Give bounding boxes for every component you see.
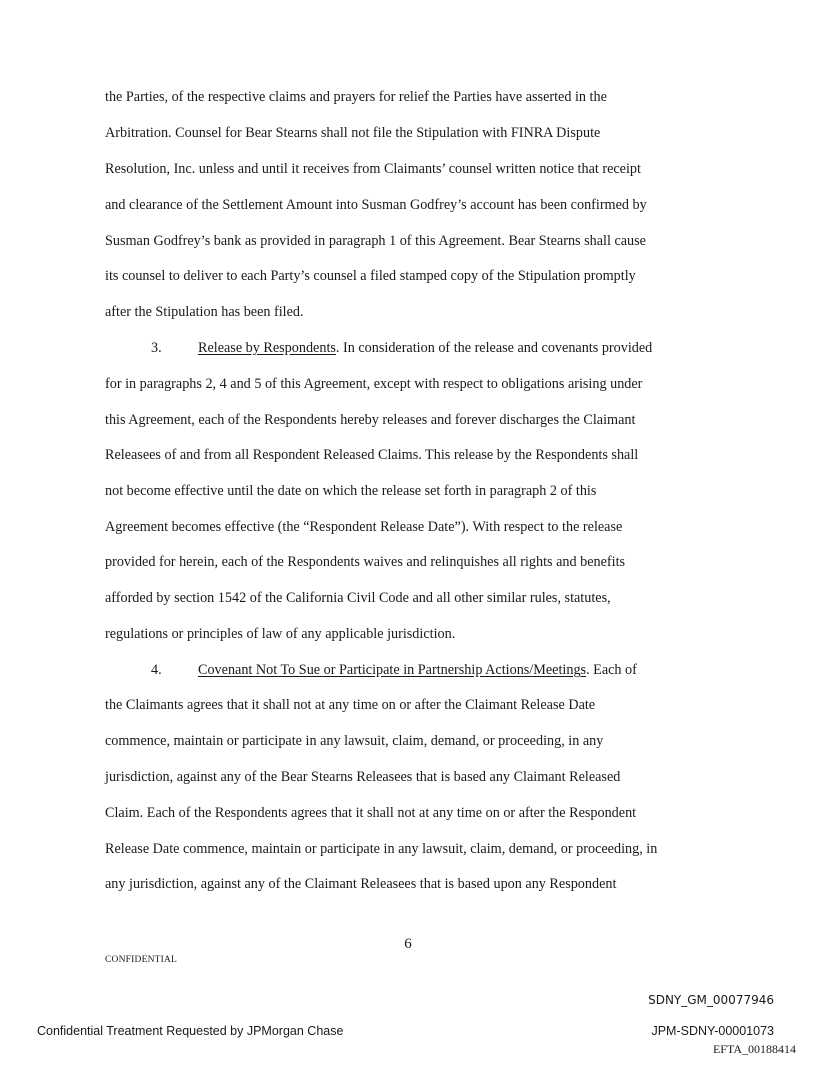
body-line: Susman Godfrey’s bank as provided in paragraph 1 of this Agreement. Bear Stearns shall cause bbox=[105, 233, 646, 249]
body-line: the Claimants agrees that it shall not at any time on or after the Claimant Release Date bbox=[105, 697, 596, 713]
section-3-heading-rest: . In consideration of the release and covenants provided bbox=[335, 340, 653, 356]
body-line: Arbitration. Counsel for Bear Stearns shall not file the Stipulation with FINRA Dispute bbox=[105, 125, 601, 141]
body-line: Releasees of and from all Respondent Released Claims. This release by the Respondents shall bbox=[105, 447, 639, 463]
body-line: Claim. Each of the Respondents agrees that it shall not at any time on or after the Respondent bbox=[105, 805, 637, 821]
confidential-treatment-notice: Confidential Treatment Requested by JPMorgan Chase bbox=[37, 1024, 344, 1038]
body-line: provided for herein, each of the Respondents waives and relinquishes all rights and benefits bbox=[105, 554, 626, 570]
body-line: after the Stipulation has been filed. bbox=[105, 304, 304, 320]
bates-number-gm: SDNY_GM_00077946 bbox=[648, 993, 774, 1007]
section-4-heading: Covenant Not To Sue or Participate in Partnership Actions/Meetings bbox=[198, 662, 587, 678]
body-line: commence, maintain or participate in any lawsuit, claim, demand, or proceeding, in any bbox=[105, 733, 604, 749]
body-line: and clearance of the Settlement Amount into Susman Godfrey’s account has been confirmed by bbox=[105, 197, 647, 213]
body-line: its counsel to deliver to each Party’s counsel a filed stamped copy of the Stipulation promptly bbox=[105, 268, 636, 284]
body-line: regulations or principles of law of any applicable jurisdiction. bbox=[105, 626, 456, 642]
section-3-number: 3. bbox=[151, 340, 162, 356]
section-4-number: 4. bbox=[151, 662, 162, 678]
page-number: 6 bbox=[404, 936, 412, 952]
body-line: Resolution, Inc. unless and until it receives from Claimants’ counsel written notice that receipt bbox=[105, 161, 641, 177]
bates-number-jpm: JPM-SDNY-00001073 bbox=[651, 1024, 774, 1038]
section-4-heading-rest: . Each of bbox=[586, 662, 637, 678]
body-line: afforded by section 1542 of the California Civil Code and all other similar rules, statutes, bbox=[105, 590, 611, 606]
body-line: the Parties, of the respective claims and prayers for relief the Parties have asserted in the bbox=[105, 89, 607, 105]
body-line: this Agreement, each of the Respondents hereby releases and forever discharges the Claimant bbox=[105, 412, 636, 428]
section-3-heading: Release by Respondents bbox=[198, 340, 336, 356]
body-line: for in paragraphs 2, 4 and 5 of this Agreement, except with respect to obligations arising under bbox=[105, 376, 643, 392]
efta-number: EFTA_00188414 bbox=[712, 1042, 796, 1056]
body-line: any jurisdiction, against any of the Claimant Releasees that is based upon any Respondent bbox=[105, 876, 617, 892]
body-line: not become effective until the date on which the release set forth in paragraph 2 of this bbox=[105, 483, 597, 499]
body-line: Agreement becomes effective (the “Respondent Release Date”). With respect to the release bbox=[105, 519, 623, 535]
confidential-label: CONFIDENTIAL bbox=[105, 955, 178, 965]
body-line: jurisdiction, against any of the Bear Stearns Releasees that is based any Claimant Released bbox=[105, 769, 621, 785]
body-line: Release Date commence, maintain or participate in any lawsuit, claim, demand, or proceeding, in bbox=[105, 841, 658, 857]
